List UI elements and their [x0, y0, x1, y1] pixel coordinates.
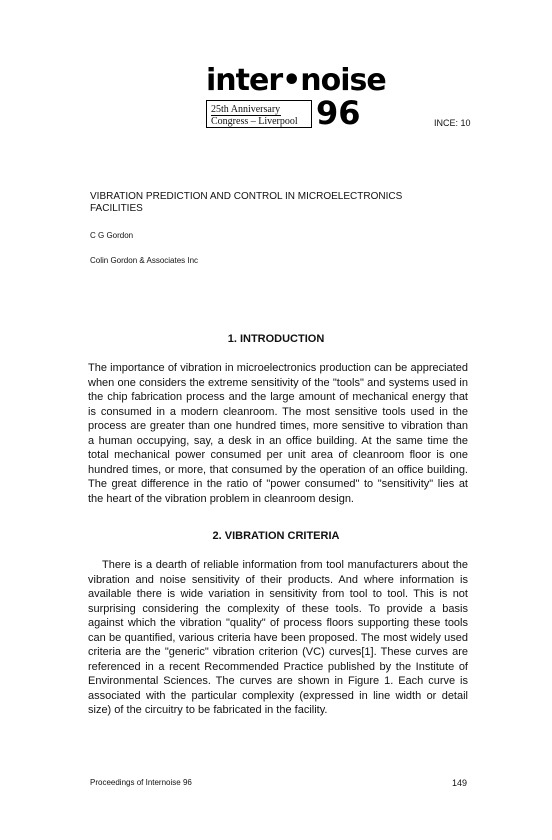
- logo-box-line2: Congress – Liverpool: [211, 116, 298, 127]
- section-body-introduction: The importance of vibration in microelectronics production can be appreciated when one considers the extreme sensitivity of the "tools" and systems used in the chip fabrication process and the large amount of mechanical energy that is consumed in a modern cleanroom. The most sensitive tools used in the process are greater than one hundred times, more sensitive to vibration than a human occupying, say, a desk in an office building. At the same time the total mechanical power consumed per unit area of cleanroom floor is one hundred times, or more, that consumed by the operation of an office building. The great difference in the ratio of "power consumed" to "sensitivity" lies at the heart of the vibration problem in cleanroom design.: [88, 362, 468, 505]
- logo-number: 96: [316, 94, 361, 132]
- logo-anniversary-box: [206, 100, 312, 128]
- paper-title: VIBRATION PREDICTION AND CONTROL IN MICROELECTRONICS FACILITIES: [90, 191, 403, 214]
- logo-wordmark: inter•noise: [206, 63, 386, 98]
- section-heading-vibration-criteria: 2. VIBRATION CRITERIA: [212, 530, 340, 542]
- section-body-vibration-criteria: There is a dearth of reliable information from tool manufacturers about the vibration and noise sensitivity of their products. And where information is available there is wide variation in sensitivity from tool to tool. This is not surprising considering the complexity of these tools. To provide a basis against which the vibration "quality" of process floors supporting these tools can be quantified, various criteria have been proposed. The most widely used criteria are the "generic" vibration criterion (VC) curves[1]. These curves are referenced in a recent Recommended Practice published by the Institute of Environmental Sciences. The curves are shown in Figure 1. Each curve is associated with the particular complexity (expressed in line width or detail size) of the circuitry to be fabricated in the facility.: [88, 559, 468, 716]
- conference-logo: [204, 63, 386, 132]
- logo-box-line1: 25th Anniversary: [211, 104, 281, 115]
- footer-proceedings: Proceedings of Internoise 96: [90, 778, 192, 787]
- paper-author: C G Gordon: [90, 231, 134, 240]
- section-heading-introduction: 1. INTRODUCTION: [227, 333, 325, 345]
- page-number: 149: [452, 778, 468, 788]
- paper-affiliation: Colin Gordon & Associates Inc: [90, 256, 199, 265]
- paper-reference: INCE: 10: [434, 118, 471, 128]
